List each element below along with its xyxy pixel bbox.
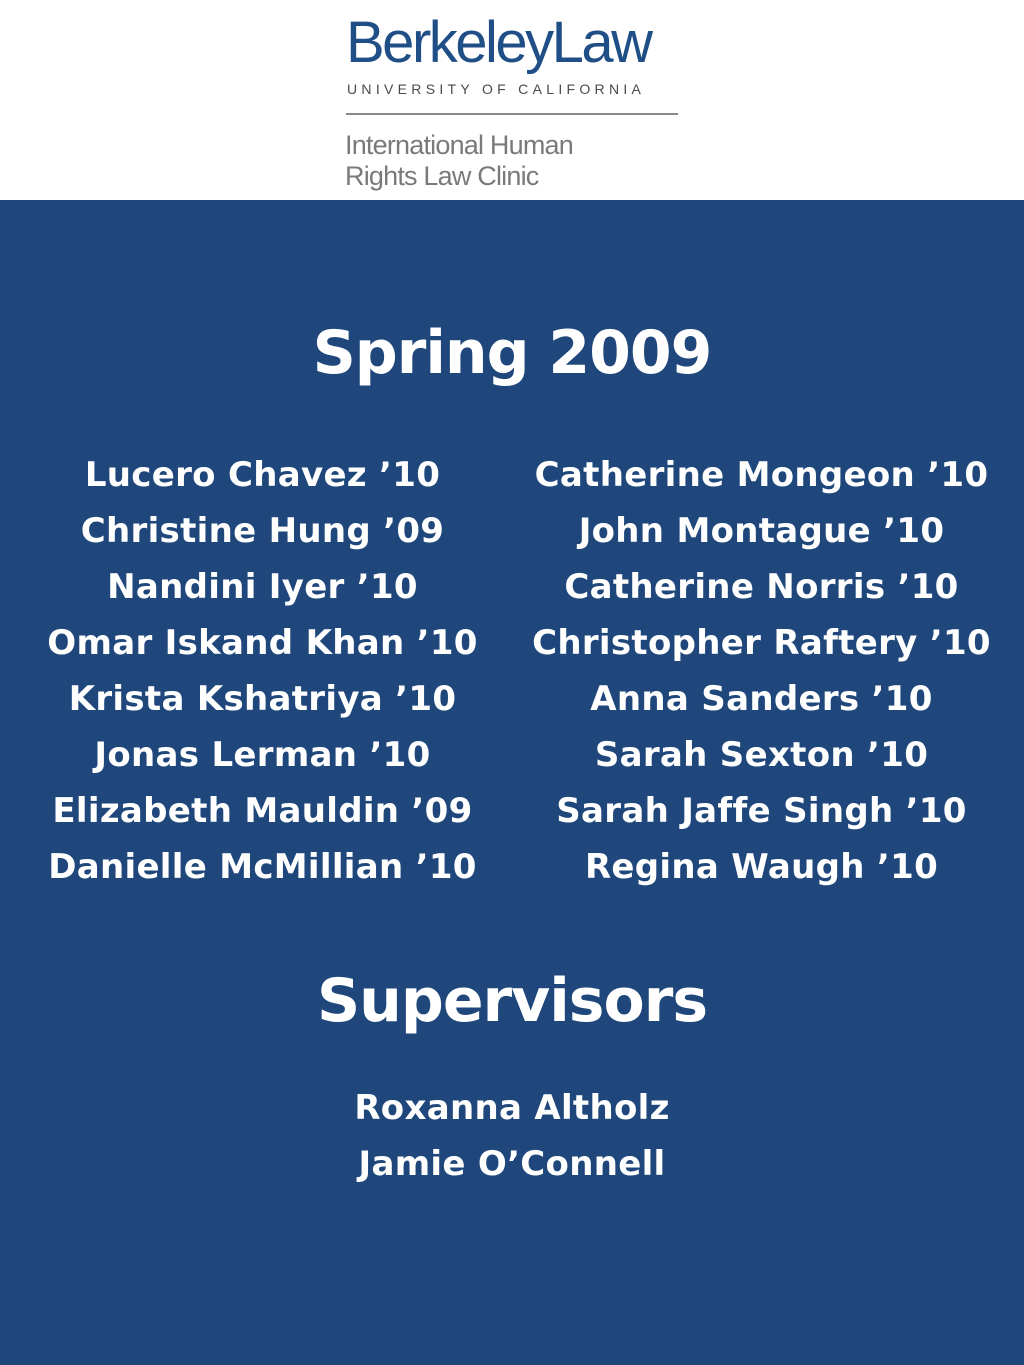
student-list-left — [20, 447, 505, 895]
student-name: Nandini Iyer ’10 — [107, 567, 418, 607]
student-list-right — [519, 447, 1004, 895]
student-name: Anna Sanders ’10 — [590, 679, 933, 719]
student-name: Sarah Sexton ’10 — [594, 735, 929, 775]
supervisor-list — [0, 1080, 1024, 1192]
clinic-name — [345, 130, 573, 192]
student-name: Catherine Mongeon ’10 — [534, 455, 989, 495]
supervisor-name: Roxanna Altholz — [354, 1088, 670, 1128]
student-name: Christine Hung ’09 — [80, 511, 445, 551]
student-name: Omar Iskand Khan ’10 — [47, 623, 478, 663]
student-name: Jonas Lerman ’10 — [94, 735, 431, 775]
student-name: Sarah Jaffe Singh ’10 — [556, 791, 967, 831]
logo-divider — [346, 113, 678, 115]
supervisors-heading: Supervisors — [316, 966, 708, 1036]
student-name: Catherine Norris ’10 — [564, 567, 959, 607]
student-name: Krista Kshatriya ’10 — [68, 679, 457, 719]
student-name: Christopher Raftery ’10 — [532, 623, 991, 663]
university-of-california-subtitle: UNIVERSITY OF CALIFORNIA — [347, 81, 646, 97]
berkeley-law-logo: BerkeleyLaw — [346, 10, 651, 75]
supervisor-name: Jamie O’Connell — [358, 1144, 666, 1184]
student-name: Danielle McMillian ’10 — [48, 847, 477, 887]
student-name: Regina Waugh ’10 — [584, 847, 939, 887]
page-title: Spring 2009 — [312, 318, 712, 388]
student-name: Elizabeth Mauldin ’09 — [52, 791, 473, 831]
clinic-name-line-1: International Human — [345, 130, 573, 160]
student-name: Lucero Chavez ’10 — [84, 455, 441, 495]
header — [0, 0, 1024, 200]
student-name: John Montague ’10 — [578, 511, 945, 551]
clinic-name-line-2: Rights Law Clinic — [345, 161, 539, 191]
